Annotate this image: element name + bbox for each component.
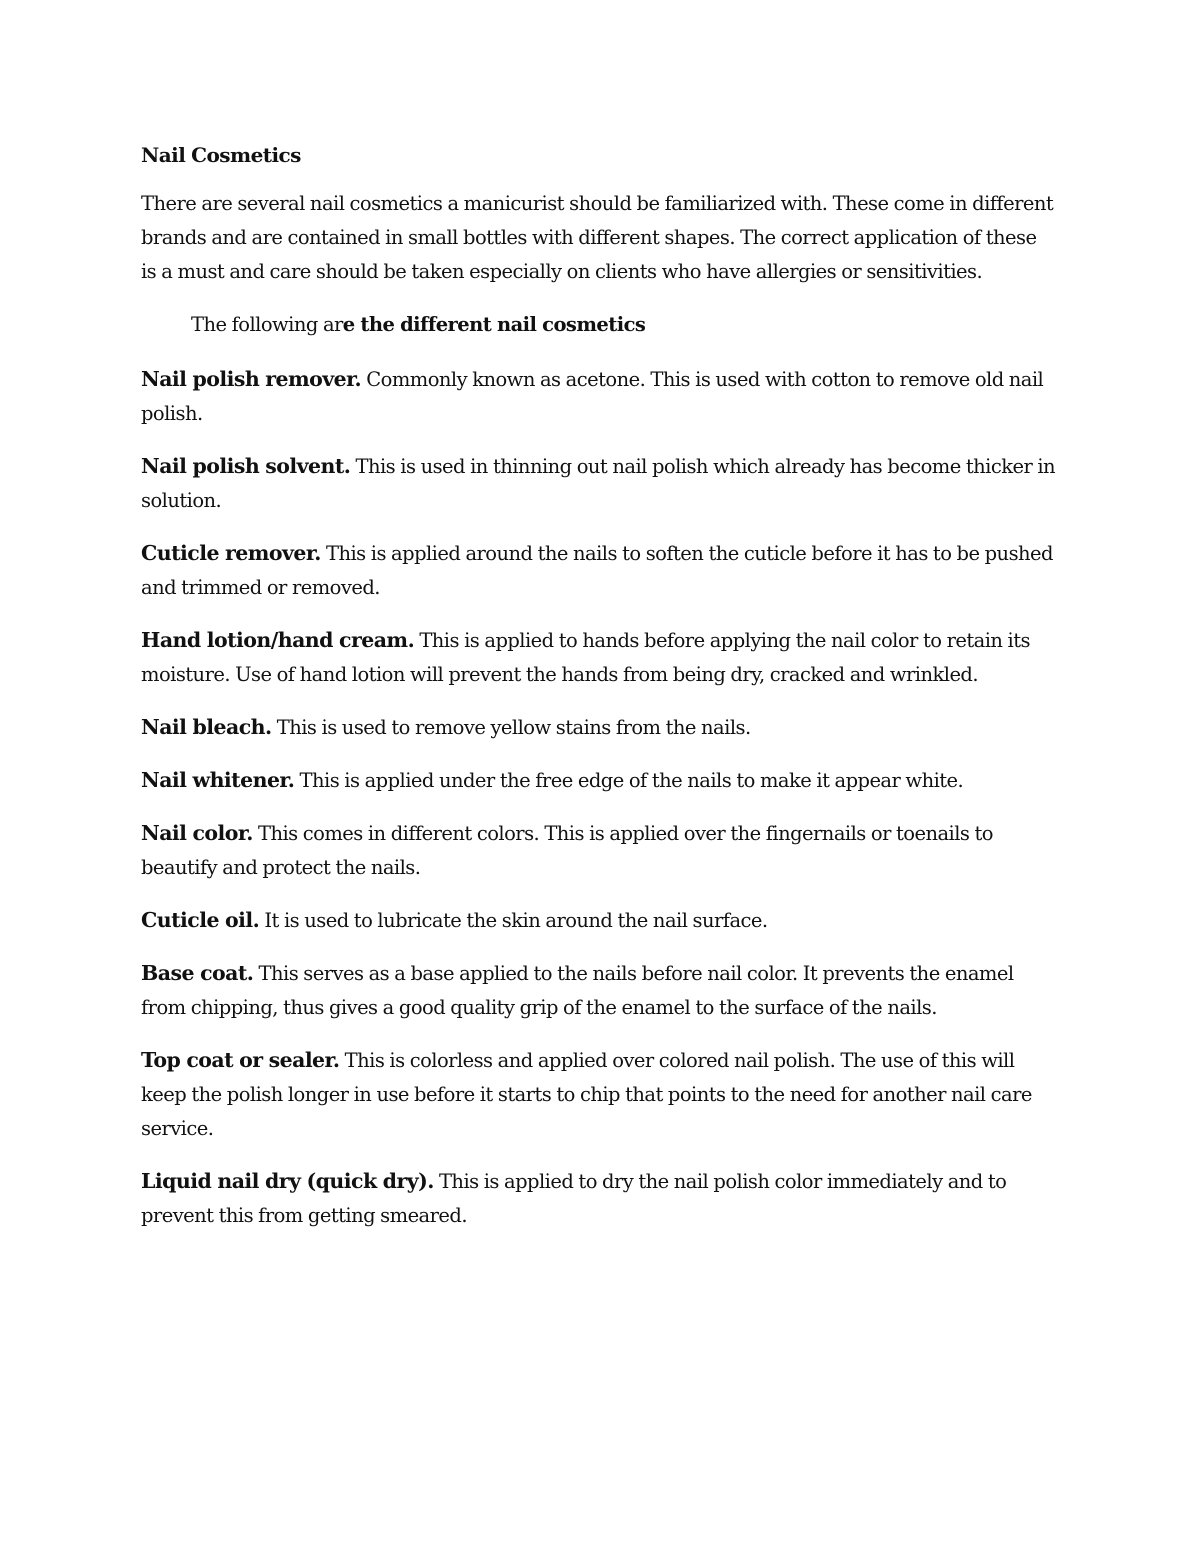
term-name: Nail polish remover. — [141, 367, 362, 391]
term-nail-color — [141, 816, 1056, 885]
document-title: Nail Cosmetics — [141, 143, 301, 167]
term-name: Top coat or sealer. — [141, 1048, 340, 1072]
term-description: This is used in thinning out nail polish which already has become thicker in solution. — [141, 455, 1056, 512]
term-description: This is applied under the free edge of the nails to make it appear white. — [294, 769, 964, 792]
document-page — [141, 138, 1056, 1251]
term-cuticle-remover — [141, 536, 1056, 605]
term-name: Liquid nail dry (quick dry). — [141, 1169, 434, 1193]
term-nail-bleach — [141, 710, 1056, 745]
term-description: This is applied around the nails to soften the cuticle before it has to be pushed and trimmed or removed. — [141, 542, 1053, 599]
term-name: Nail whitener. — [141, 768, 295, 792]
term-nail-polish-solvent — [141, 449, 1056, 518]
term-top-coat — [141, 1043, 1056, 1146]
term-description: This is colorless and applied over colored nail polish. The use of this will keep the polish longer in use before it starts to chip that points to the need for another nail care service. — [141, 1049, 1032, 1140]
term-name: Nail bleach. — [141, 715, 272, 739]
term-liquid-nail-dry — [141, 1164, 1056, 1233]
term-description: This serves as a base applied to the nails before nail color. It prevents the enamel from chipping, thus gives a good quality grip of the enamel to the surface of the nails. — [141, 962, 1014, 1019]
term-name: Nail color. — [141, 821, 253, 845]
term-description: Commonly known as acetone. This is used with cotton to remove old nail polish. — [141, 368, 1044, 425]
term-base-coat — [141, 956, 1056, 1025]
term-hand-lotion — [141, 623, 1056, 692]
term-name: Cuticle oil. — [141, 908, 260, 932]
term-nail-polish-remover — [141, 362, 1056, 431]
term-name: Nail polish solvent. — [141, 454, 351, 478]
term-description: This comes in different colors. This is applied over the fingernails or toenails to beautify and protect the nails. — [141, 822, 993, 879]
section-subheading — [141, 308, 1056, 342]
term-cuticle-oil — [141, 903, 1056, 938]
term-name: Hand lotion/hand cream. — [141, 628, 415, 652]
subheading-bold-text: e the different nail cosmetics — [342, 313, 646, 336]
term-description: This is applied to dry the nail polish color immediately and to prevent this from getting smeared. — [141, 1170, 1007, 1227]
term-description: It is used to lubricate the skin around the nail surface. — [259, 909, 768, 932]
term-nail-whitener — [141, 763, 1056, 798]
term-description: This is applied to hands before applying the nail color to retain its moisture. Use of hand lotion will prevent the hands from being dry, cracked and wrinkled. — [141, 629, 1030, 686]
subheading-plain-text: The following ar — [191, 313, 343, 336]
term-description: This is used to remove yellow stains from the nails. — [271, 716, 751, 739]
term-name: Cuticle remover. — [141, 541, 321, 565]
intro-paragraph: There are several nail cosmetics a manicurist should be familiarized with. These come in different brands and are contained in small bottles with different shapes. The correct application of these is a must and care should be taken especially on clients who have allergies or sensitivities. — [141, 192, 1054, 283]
term-name: Base coat. — [141, 961, 254, 985]
